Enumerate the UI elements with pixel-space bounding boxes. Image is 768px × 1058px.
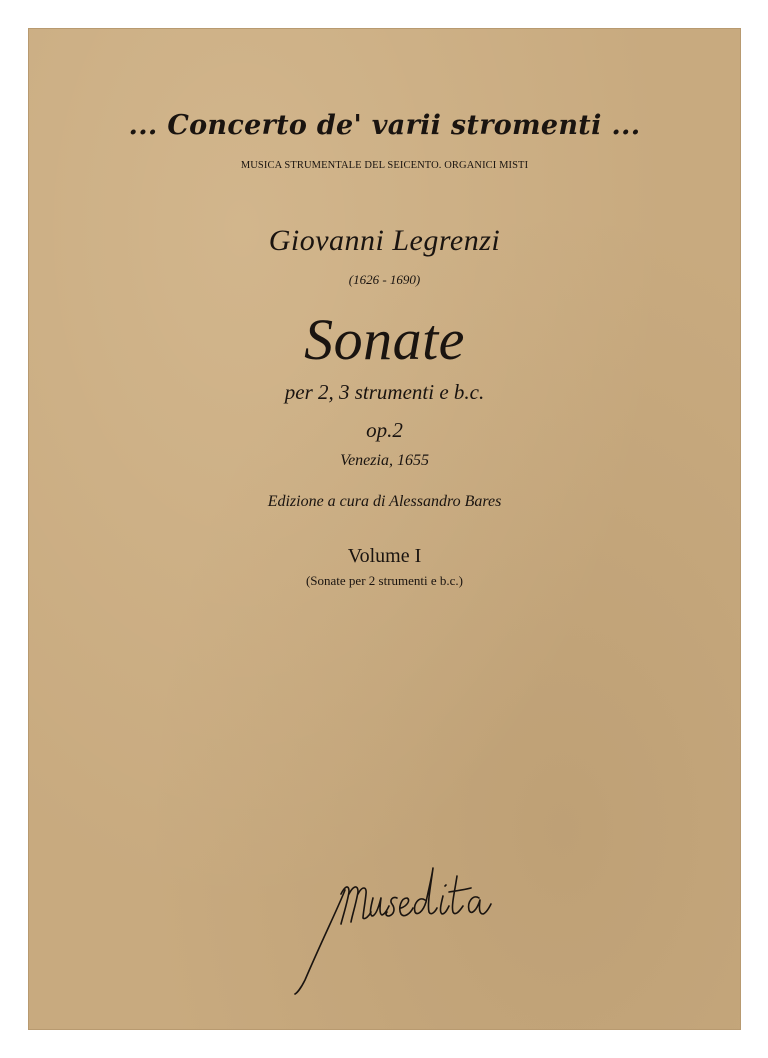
musedita-logo-icon [283, 828, 543, 998]
work-title: Sonate [304, 307, 465, 372]
work-opus: op.2 [366, 418, 403, 442]
work-scoring: per 2, 3 strumenti e b.c. [284, 380, 485, 404]
publication-info: Venezia, 1655 [340, 452, 429, 469]
volume-note: (Sonate per 2 strumenti e b.c.) [305, 573, 464, 588]
composer-dates: (1626 - 1690) [348, 272, 421, 287]
score-cover [28, 28, 741, 1030]
series-subtitle: MUSICA STRUMENTALE DEL SEICENTO. ORGANICI MISTI [240, 160, 529, 171]
composer-name: Giovanni Legrenzi [268, 224, 501, 257]
volume-label: Volume I [347, 545, 422, 567]
editor-credit: Edizione a cura di Alessandro Bares [267, 493, 502, 510]
series-title: ... Concerto de' varii stromenti ... [128, 110, 641, 141]
